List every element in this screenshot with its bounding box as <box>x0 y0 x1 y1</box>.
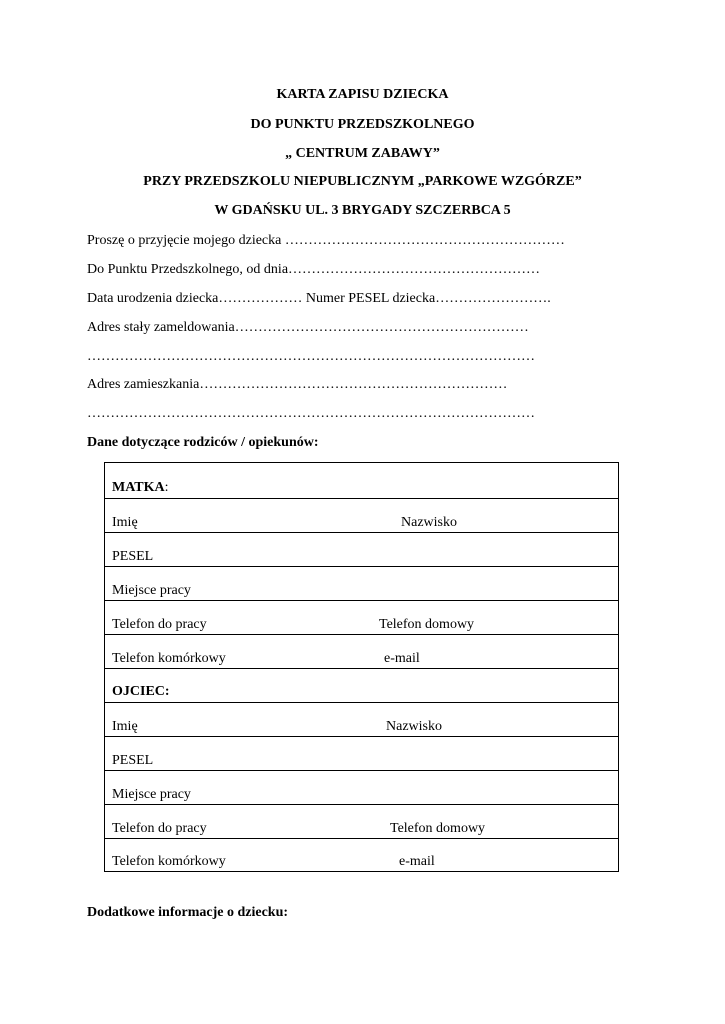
mother-email-label: e-mail <box>384 651 420 666</box>
mother-pesel-label: PESEL <box>112 549 154 564</box>
registered-address-continuation[interactable]: …………………………………………………………………………………… <box>87 349 535 364</box>
table-row-father-heading <box>105 668 618 702</box>
mother-mobile-label: Telefon komórkowy <box>112 651 226 666</box>
table-row-father-workplace[interactable] <box>105 770 618 804</box>
mother-first-name-label: Imię <box>112 515 138 530</box>
additional-info-heading: Dodatkowe informacje o dziecku: <box>87 905 289 920</box>
table-row-mother-name[interactable] <box>105 498 618 532</box>
father-workplace-label: Miejsce pracy <box>112 787 191 802</box>
father-heading: OJCIEC: <box>112 684 170 699</box>
table-row-mother-workplace[interactable] <box>105 566 618 600</box>
document-title-line-2: DO PUNKTU PRZEDSZKOLNEGO <box>250 117 475 132</box>
mother-home-phone-label: Telefon domowy <box>379 617 475 632</box>
birth-date-pesel-field[interactable]: Data urodzenia dziecka……………… Numer PESEL dziecka……………………. <box>87 291 551 306</box>
start-date-field[interactable]: Do Punktu Przedszkolnego, od dnia……………………………………………… <box>87 262 541 277</box>
father-last-name-label: Nazwisko <box>386 719 442 734</box>
table-row-father-mobile[interactable] <box>105 838 618 871</box>
residence-address-continuation[interactable]: …………………………………………………………………………………… <box>87 406 535 421</box>
father-home-phone-label: Telefon domowy <box>390 821 486 836</box>
document-title-line-5: W GDAŃSKU UL. 3 BRYGADY SZCZERBCA 5 <box>214 203 511 218</box>
father-email-label: e-mail <box>399 854 435 869</box>
father-mobile-label: Telefon komórkowy <box>112 854 226 869</box>
mother-work-phone-label: Telefon do pracy <box>112 617 207 632</box>
father-first-name-label: Imię <box>112 719 138 734</box>
document-title-line-3: „ CENTRUM ZABAWY” <box>285 146 440 161</box>
table-row-father-phones[interactable] <box>105 804 618 838</box>
table-row-father-name[interactable] <box>105 702 618 736</box>
mother-heading: MATKA: <box>112 480 169 495</box>
table-row-mother-pesel[interactable] <box>105 532 618 566</box>
mother-workplace-label: Miejsce pracy <box>112 583 191 598</box>
registered-address-field[interactable]: Adres stały zameldowania……………………………………………………… <box>87 320 529 335</box>
table-row-mother-heading <box>105 463 618 498</box>
child-name-field[interactable]: Proszę o przyjęcie mojego dziecka …………………………………………………… <box>87 233 565 248</box>
residence-address-field[interactable]: Adres zamieszkania………………………………………………………… <box>87 377 508 392</box>
table-row-father-pesel[interactable] <box>105 736 618 770</box>
table-row-mother-phones[interactable] <box>105 600 618 634</box>
parents-section-heading: Dane dotyczące rodziców / opiekunów: <box>87 435 319 450</box>
father-pesel-label: PESEL <box>112 753 154 768</box>
mother-last-name-label: Nazwisko <box>401 515 457 530</box>
document-title-line-1: KARTA ZAPISU DZIECKA <box>276 87 449 102</box>
father-work-phone-label: Telefon do pracy <box>112 821 207 836</box>
table-row-mother-mobile[interactable] <box>105 634 618 668</box>
document-title-line-4: PRZY PRZEDSZKOLU NIEPUBLICZNYM „PARKOWE WZGÓRZE” <box>143 174 582 189</box>
parents-data-table <box>104 462 619 872</box>
